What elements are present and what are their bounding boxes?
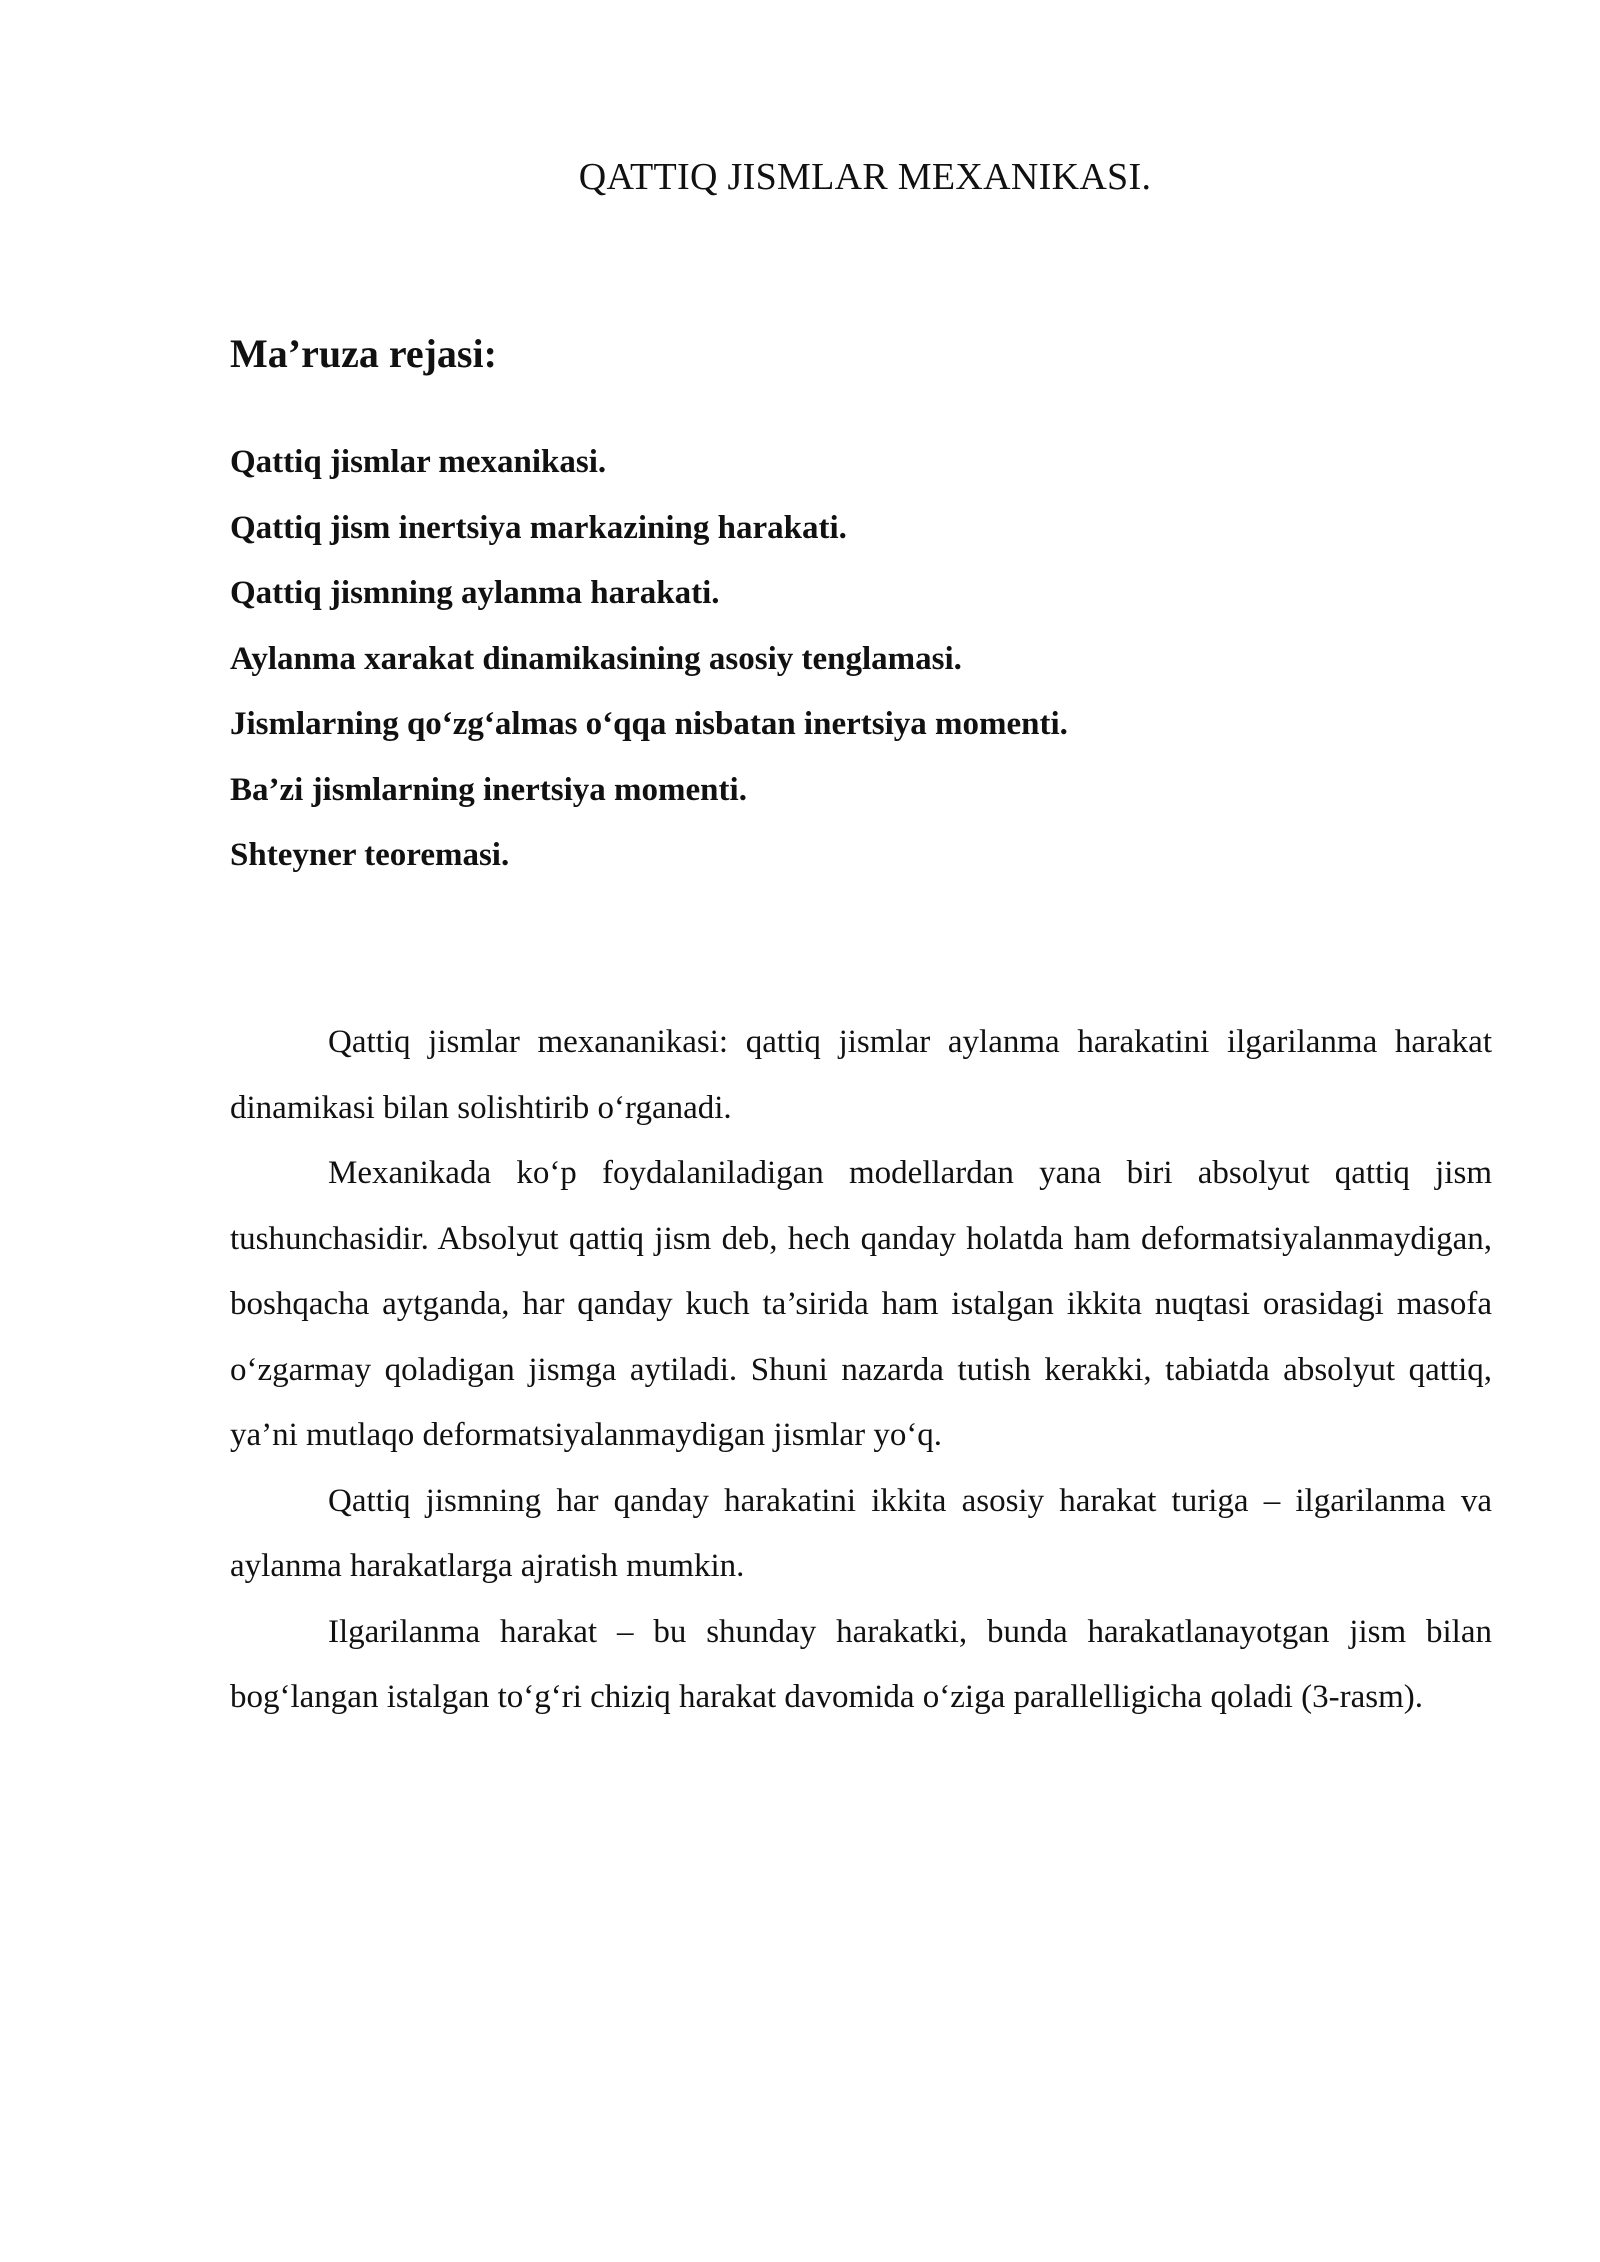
- lecture-plan-list: [230, 430, 1068, 889]
- plan-item: Shteyner teoremasi.: [230, 837, 510, 873]
- plan-item: Aylanma xarakat dinamikasining asosiy tenglamasi.: [230, 640, 962, 677]
- body-text: [230, 1010, 1492, 1731]
- plan-item: Qattiq jismning aylanma harakati.: [230, 575, 720, 611]
- document-title: QATTIQ JISMLAR MEXANIKASI.: [578, 156, 1152, 198]
- plan-item: Ba’zi jismlarning inertsiya momenti.: [230, 771, 747, 808]
- plan-item: Qattiq jism inertsiya markazining harakati.: [230, 509, 847, 546]
- paragraph: Qattiq jismlar mexananikasi: qattiq jismlar aylanma harakatini ilgarilanma harakat dinamikasi bilan solishtirib o‘rganadi.: [230, 1024, 1492, 1126]
- plan-item: Jismlarning qo‘zg‘almas o‘qqa nisbatan inertsiya momenti.: [230, 706, 1068, 742]
- plan-item: Qattiq jismlar mexanikasi.: [230, 444, 607, 480]
- paragraph: Qattiq jismning har qanday harakatini ikkita asosiy harakat turiga – ilgarilanma va aylanma harakatlarga ajratish mumkin.: [230, 1482, 1492, 1584]
- paragraph: Mexanikada ko‘p foydalaniladigan modellardan yana biri absolyut qattiq jism tushunchasidir. Absolyut qattiq jism deb, hech qanday holatda ham deformatsiyalanmaydigan, boshqacha aytganda, har qanday kuch ta’sirida ham istalgan ikkita nuqtasi orasidagi masofa o‘zgarmay qoladigan jismga aytiladi. Shuni nazarda tutish kerakki, tabiatda absolyut qattiq, ya’ni mutlaqo deformatsiyalanmaydigan jismlar yo‘q.: [230, 1155, 1492, 1453]
- paragraph: Ilgarilanma harakat – bu shunday harakatki, bunda harakatlanayotgan jism bilan bog‘langan istalgan to‘g‘ri chiziq harakat davomida o‘ziga parallelligicha qoladi (3-rasm).: [230, 1613, 1492, 1715]
- lecture-plan-heading: Ma’ruza rejasi:: [230, 331, 497, 376]
